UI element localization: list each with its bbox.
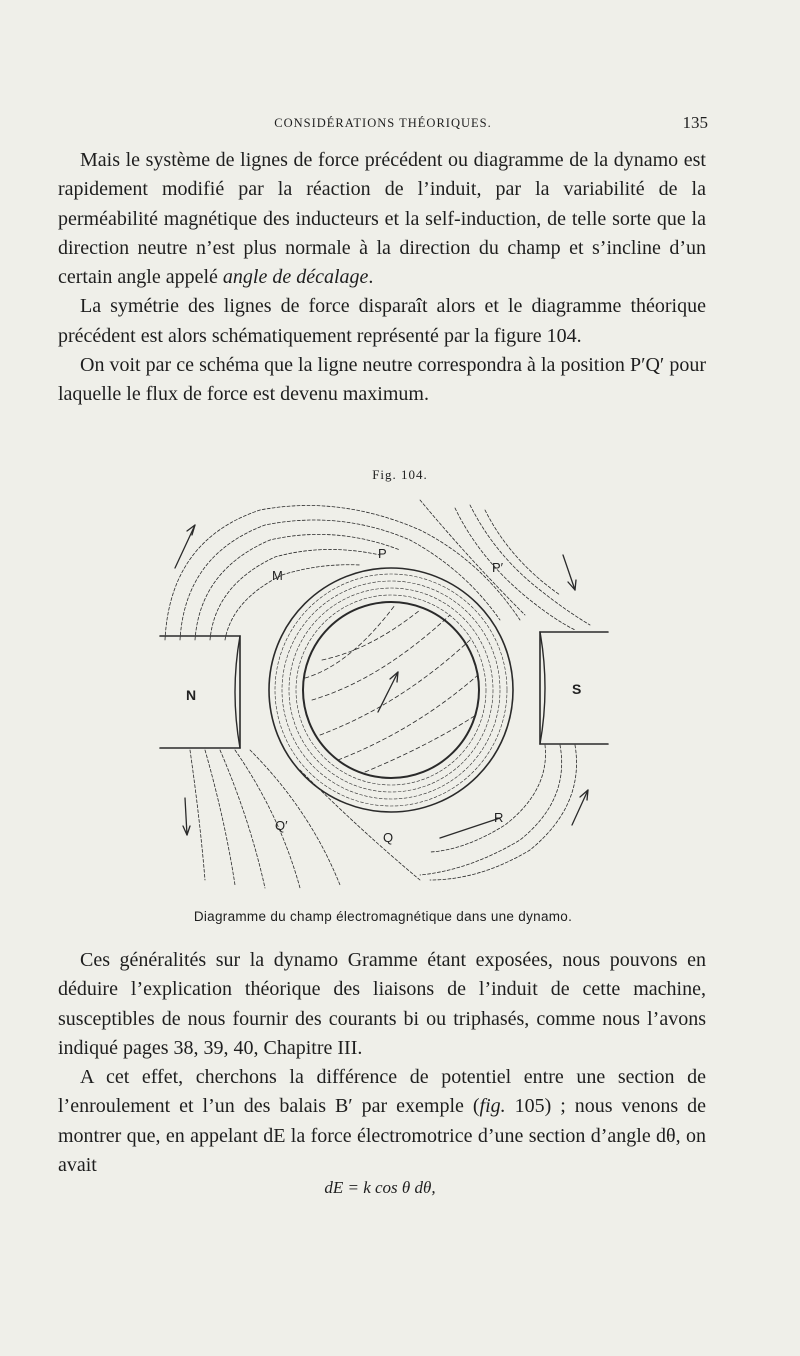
arrow-upper-right [563,555,575,590]
page-number: 135 [682,113,708,132]
field-lines-upper-left [165,506,520,641]
arrow-lower-left [185,798,187,835]
label-R: R [494,810,504,825]
field-lines-lower [190,745,577,888]
paragraph-1-end: . [368,266,374,289]
field-lines-upper-right [420,500,590,630]
arrow-q [440,818,500,838]
field-arrows [175,525,588,838]
paragraph-3: On voit par ce schéma que la ligne neutre correspondra à la position P′Q′ pour laquelle le flux de force est devenu maximum. [58,354,706,406]
figure-caption: Diagramme du champ électromagnétique dans une dynamo. [193,909,573,924]
figure-label: Fig. 104. [372,467,428,482]
label-N: N [186,687,197,703]
label-M: M [272,568,283,583]
paragraph-1-text: Mais le système de lignes de force précédent ou diagramme de la dynamo est rapidement modifié par la réaction de l’induit, par la variabilité de la perméabilité magnétique des inducteurs et la self-induction, de telle sorte que la direction neutre n’est plus normale à la direction du champ et s’incline d’un certain angle appelé [58,149,706,289]
body-text-top [58,146,706,410]
north-pole-piece [160,636,240,748]
label-Q: Q [383,830,394,845]
paragraph-2: La symétrie des lignes de force disparaît alors et le diagramme théorique précédent est alors schématiquement représenté par la figure 104. [58,295,706,347]
paragraph-4: Ces généralités sur la dynamo Gramme étant exposées, nous pouvons en déduire l’explication théorique des liaisons de l’induit de cette machine, susceptibles de nous fournir des courants bi ou triphasés, comme nous l’avons indiqué pages 38, 39, 40, Chapitre III. [58,949,706,1059]
paragraph-5 [58,1063,706,1180]
paragraph-5-text: A cet effet, cherchons la différence de potentiel entre une section de l’enroulement et l’un des balais B′ par exemple ( [58,1066,706,1118]
paragraph-1 [58,146,706,292]
paragraph-1-italic-term: angle de décalage [222,266,369,289]
paragraph-5-fig-ref: fig. [479,1095,506,1118]
armature-winding-hatch [275,574,507,806]
label-P: P [378,546,387,561]
running-title: CONSIDÉRATIONS THÉORIQUES. [274,116,492,130]
internal-field-lines [305,605,478,772]
dynamo-field-diagram [150,488,620,900]
arrow-center [378,672,398,712]
running-head [58,113,708,138]
arrow-upper-left [175,525,195,568]
label-P-prime: P′ [492,560,504,575]
arrow-lower-right [572,790,588,825]
label-Q-prime: Q′ [275,818,288,833]
armature-inner-circle [303,602,479,778]
body-text-bottom [58,946,706,1180]
label-S: S [572,681,582,697]
paragraph-5-end: 105) ; nous venons de montrer que, en appelant dE la force électromotrice d’une section d’angle dθ, on avait [58,1095,706,1177]
equation: dE = k cos θ dθ, [324,1178,436,1197]
